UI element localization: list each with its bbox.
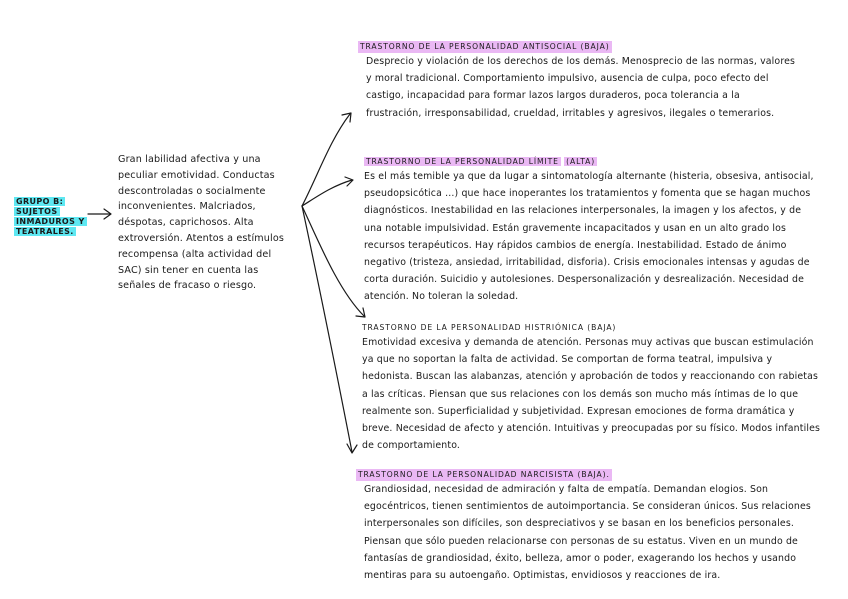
section-body-antisocial: Desprecio y violación de los derechos de los demás. Menosprecio de las normas, valores y moral tradicional. Comportamiento impulsivo, ausencia de culpa, poco efecto del castigo, incapacidad para formar lazos largos duraderos, poca tolerancia a la frustración, irresponsabilidad, crueldad, irritables y agresivos, ilegales o temerarios. — [366, 56, 796, 119]
section-title-limite-text: TRASTORNO DE LA PERSONALIDAD LÍMITE — [366, 157, 559, 166]
section-antisocial — [358, 34, 798, 122]
section-title-histrionica: TRASTORNO DE LA PERSONALIDAD HISTRIÓNICA (BAJA) — [362, 323, 617, 332]
group-label-text: GRUPO B: SUJETOS INMADUROS Y TEATRALES. — [16, 197, 85, 236]
section-limite — [364, 149, 816, 306]
section-histrionica — [362, 315, 822, 454]
section-body-narcisista: Grandiosidad, necesidad de admiración y falta de empatía. Demandan elogios. Son egocéntricos, tienen sentimientos de autoimportancia. Se consideran únicos. Sus relaciones interpersonales son difíciles, son despreciativos y se basan en los beneficios personales. Piensan que sólo pueden relacionarse con personas de su estatus. Viven en un mundo de fantasías de grandiosidad, éxito, belleza, amor o poder, exagerando los hechos y usando mentiras para su autoengaño. Optimistas, envidiosos y reacciones de ira. — [364, 484, 811, 582]
arrow-to-narcisista — [302, 206, 352, 452]
section-title-limite-level: (ALTA) — [566, 157, 596, 166]
section-body-histrionica: Emotividad excesiva y demanda de atención. Personas muy activas que buscan estimulación ya que no soportan la falta de actividad. Se comportan de forma teatral, impulsiva y hedonista. Buscan las alabanzas, atención y aprobación de todos y reaccionando con rabietas a las críticas. Piensan que sus relaciones con los demás son mucho más íntimas de lo que realmente son. Superficialidad y subjetividad. Expresan emociones de forma dramática y breve. Necesidad de afecto y atención. Intuitivas y preocupadas por su físico. Modos infantiles de comportamiento. — [362, 337, 821, 452]
group-description: Gran labilidad afectiva y una peculiar emotividad. Conductas descontroladas o socialmente inconvenientes. Malcriados, déspotas, caprichosos. Alta extroversión. Atentos a estímulos recompensa (alta actividad del SAC) sin tener en cuenta las señales de fracaso o riesgo. — [118, 154, 284, 292]
arrow-to-limite — [302, 180, 352, 206]
arrow-to-antisocial — [302, 114, 350, 206]
section-title-limite — [364, 156, 597, 168]
section-title-narcisista: TRASTORNO DE LA PERSONALIDAD NARCISISTA (BAJA). — [358, 470, 610, 479]
arrow-to-histrionica — [302, 206, 364, 316]
section-title-antisocial: TRASTORNO DE LA PERSONALIDAD ANTISOCIAL (BAJA) — [360, 42, 610, 51]
section-narcisista — [356, 462, 816, 584]
group-label — [14, 197, 88, 237]
section-body-limite: Es el más temible ya que da lugar a sintomatología alternante (histeria, obsesiva, antisocial, pseudopsicótica ...) que hace inoperantes los tratamientos y fomenta que se hagan muchos diagnósticos. Inestabilidad en las relaciones interpersonales, la imagen y los afectos, y de una notable impulsividad. Están gravemente incapacitados y usan en un alto grado los recursos terapéuticos. Hay rápidos cambios de energía. Inestabilidad. Estado de ánimo negativo (tristeza, ansiedad, irritabilidad, disforia). Crisis emocionales intensas y agudas de corta duración. Suicidio y autolesiones. Despersonalización y desrealización. Necesidad de atención. No toleran la soledad. — [364, 171, 814, 303]
